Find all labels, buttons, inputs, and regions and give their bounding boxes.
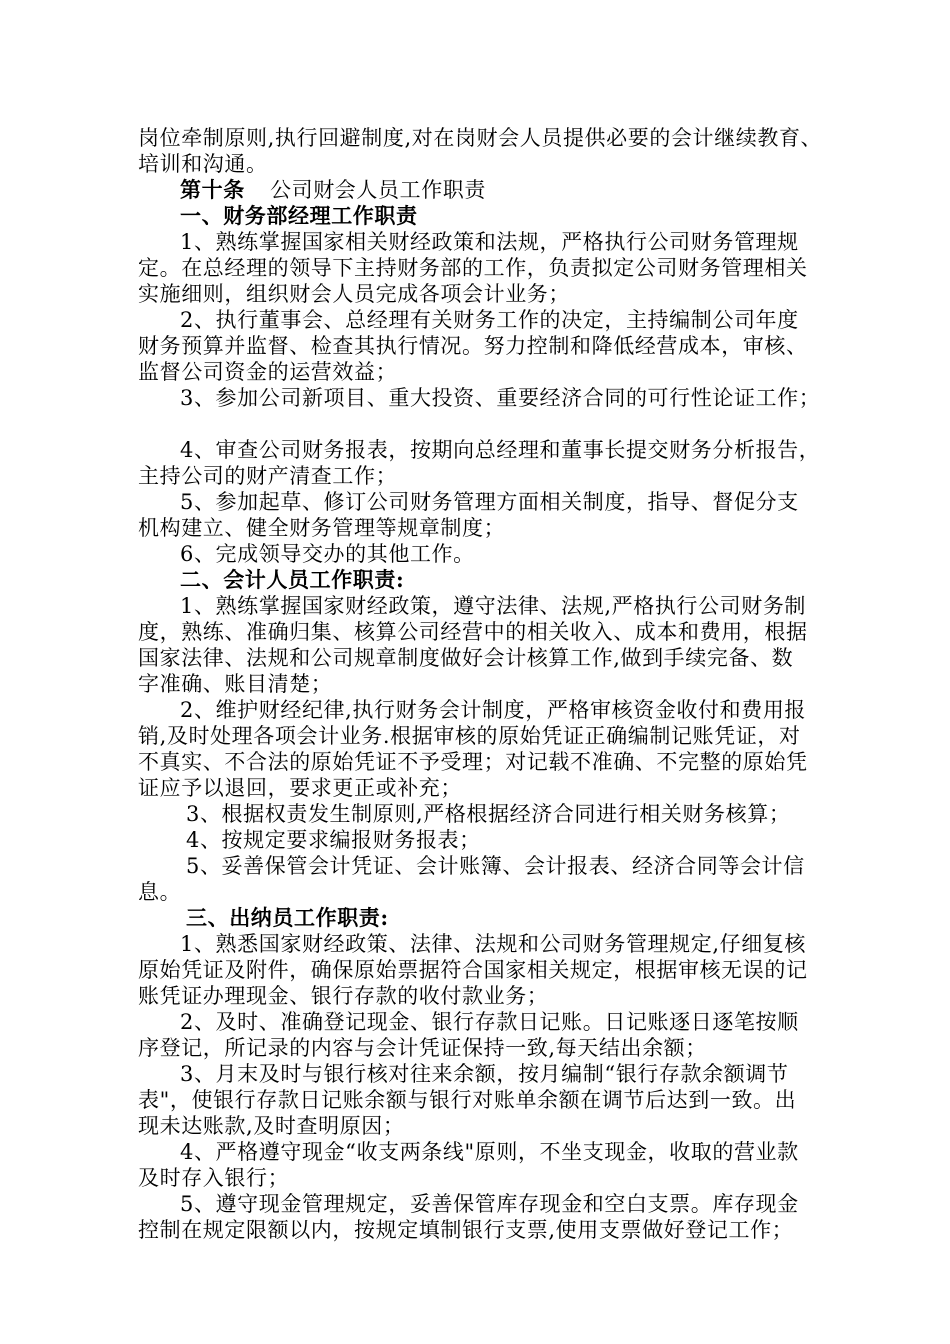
text-line: 4、按规定要求编报财务报表； [186,828,481,852]
text-line: 字准确、账目清楚； [138,672,333,696]
text-line: 5、参加起草、修订公司财务管理方面相关制度，指导、督促分支 [180,490,799,514]
text-line: 1、熟练掌握国家相关财经政策和法规，严格执行公司财务管理规 [180,230,799,254]
text-line: 证应予以退回，要求更正或补充； [138,776,462,800]
text-line: 3、参加公司新项目、重大投资、重要经济合同的可行性论证工作； [180,386,821,410]
text-line: 机构建立、健全财务管理等规章制度； [138,516,506,540]
text-line: 原始凭证及附件，确保原始票据符合国家相关规定，根据审核无误的记 [138,958,808,982]
text-line: 2、维护财经纪律,执行财务会计制度，严格审核资金收付和费用报 [180,698,807,722]
text-line: 4、严格遵守现金“收支两条线"原则，不坐支现金，收取的营业款 [180,1140,799,1164]
text-line: 息。 [138,880,182,904]
text-line: 国家法律、法规和公司规章制度做好会计核算工作,做到手续完备、数 [138,646,794,670]
text-line: 3、根据权责发生制原则,严格根据经济合同进行相关财务核算； [186,802,791,826]
section-heading: 三、出纳员工作职责: [186,905,389,930]
text-line: 6、完成领导交办的其他工作。 [180,542,475,566]
text-line: 1、熟悉国家财经政策、法律、法规和公司财务管理规定,仔细复核 [180,932,807,956]
text-line: 控制在规定限额以内，按规定填制银行支票,使用支票做好登记工作； [138,1218,794,1242]
text-line: 培训和沟通。 [138,152,268,176]
section-heading: 二、会计人员工作职责: [180,567,405,592]
text-line: 5、遵守现金管理规定，妥善保管库存现金和空白支票。库存现金 [180,1192,799,1216]
text-line: 不真实、不合法的原始凭证不予受理；对记载不准确、不完整的原始凭 [138,750,808,774]
text-line: 销,及时处理各项会计业务.根据审核的原始凭证正确编制记账凭证，对 [138,724,801,748]
text-line: 实施细则，组织财会人员完成各项会计业务； [138,282,570,306]
text-line: 度，熟练、准确归集、核算公司经营中的相关收入、成本和费用，根据 [138,620,808,644]
article-title: 公司财会人员工作职责 [270,178,486,202]
text-line: 1、熟练掌握国家财经政策，遵守法律、法规,严格执行公司财务制 [180,594,807,618]
text-line: 序登记，所记录的内容与会计凭证保持一致,每天结出余额； [138,1036,707,1060]
text-line: 定。在总经理的领导下主持财务部的工作，负责拟定公司财务管理相关 [138,256,808,280]
text-line: 2、执行董事会、总经理有关财务工作的决定，主持编制公司年度 [180,308,799,332]
text-line: 岗位牵制原则,执行回避制度,对在岗财会人员提供必要的会计继续教育、 [138,126,823,150]
text-line: 表"，使银行存款日记账余额与银行对账单余额在调节后达到一致。出 [138,1088,797,1112]
text-line: 现未达账款,及时查明原因； [138,1114,405,1138]
text-line: 监督公司资金的运营效益； [138,360,398,384]
text-line: 账凭证办理现金、银行存款的收付款业务； [138,984,549,1008]
article-number: 第十条 [180,177,245,202]
text-line: 主持公司的财产清查工作； [138,464,398,488]
text-line: 4、审查公司财务报表，按期向总经理和董事长提交财务分析报告， [180,438,821,462]
text-line: 2、及时、准确登记现金、银行存款日记账。日记账逐日逐笔按顺 [180,1010,799,1034]
text-line: 及时存入银行； [138,1166,290,1190]
text-line: 5、妥善保管会计凭证、会计账簿、会计报表、经济合同等会计信 [186,854,805,878]
text-line: 财务预算并监督、检查其执行情况。努力控制和降低经营成本，审核、 [138,334,808,358]
section-heading: 一、财务部经理工作职责 [180,203,418,228]
text-line: 3、月末及时与银行核对往来余额，按月编制“银行存款余额调节 [180,1062,789,1086]
